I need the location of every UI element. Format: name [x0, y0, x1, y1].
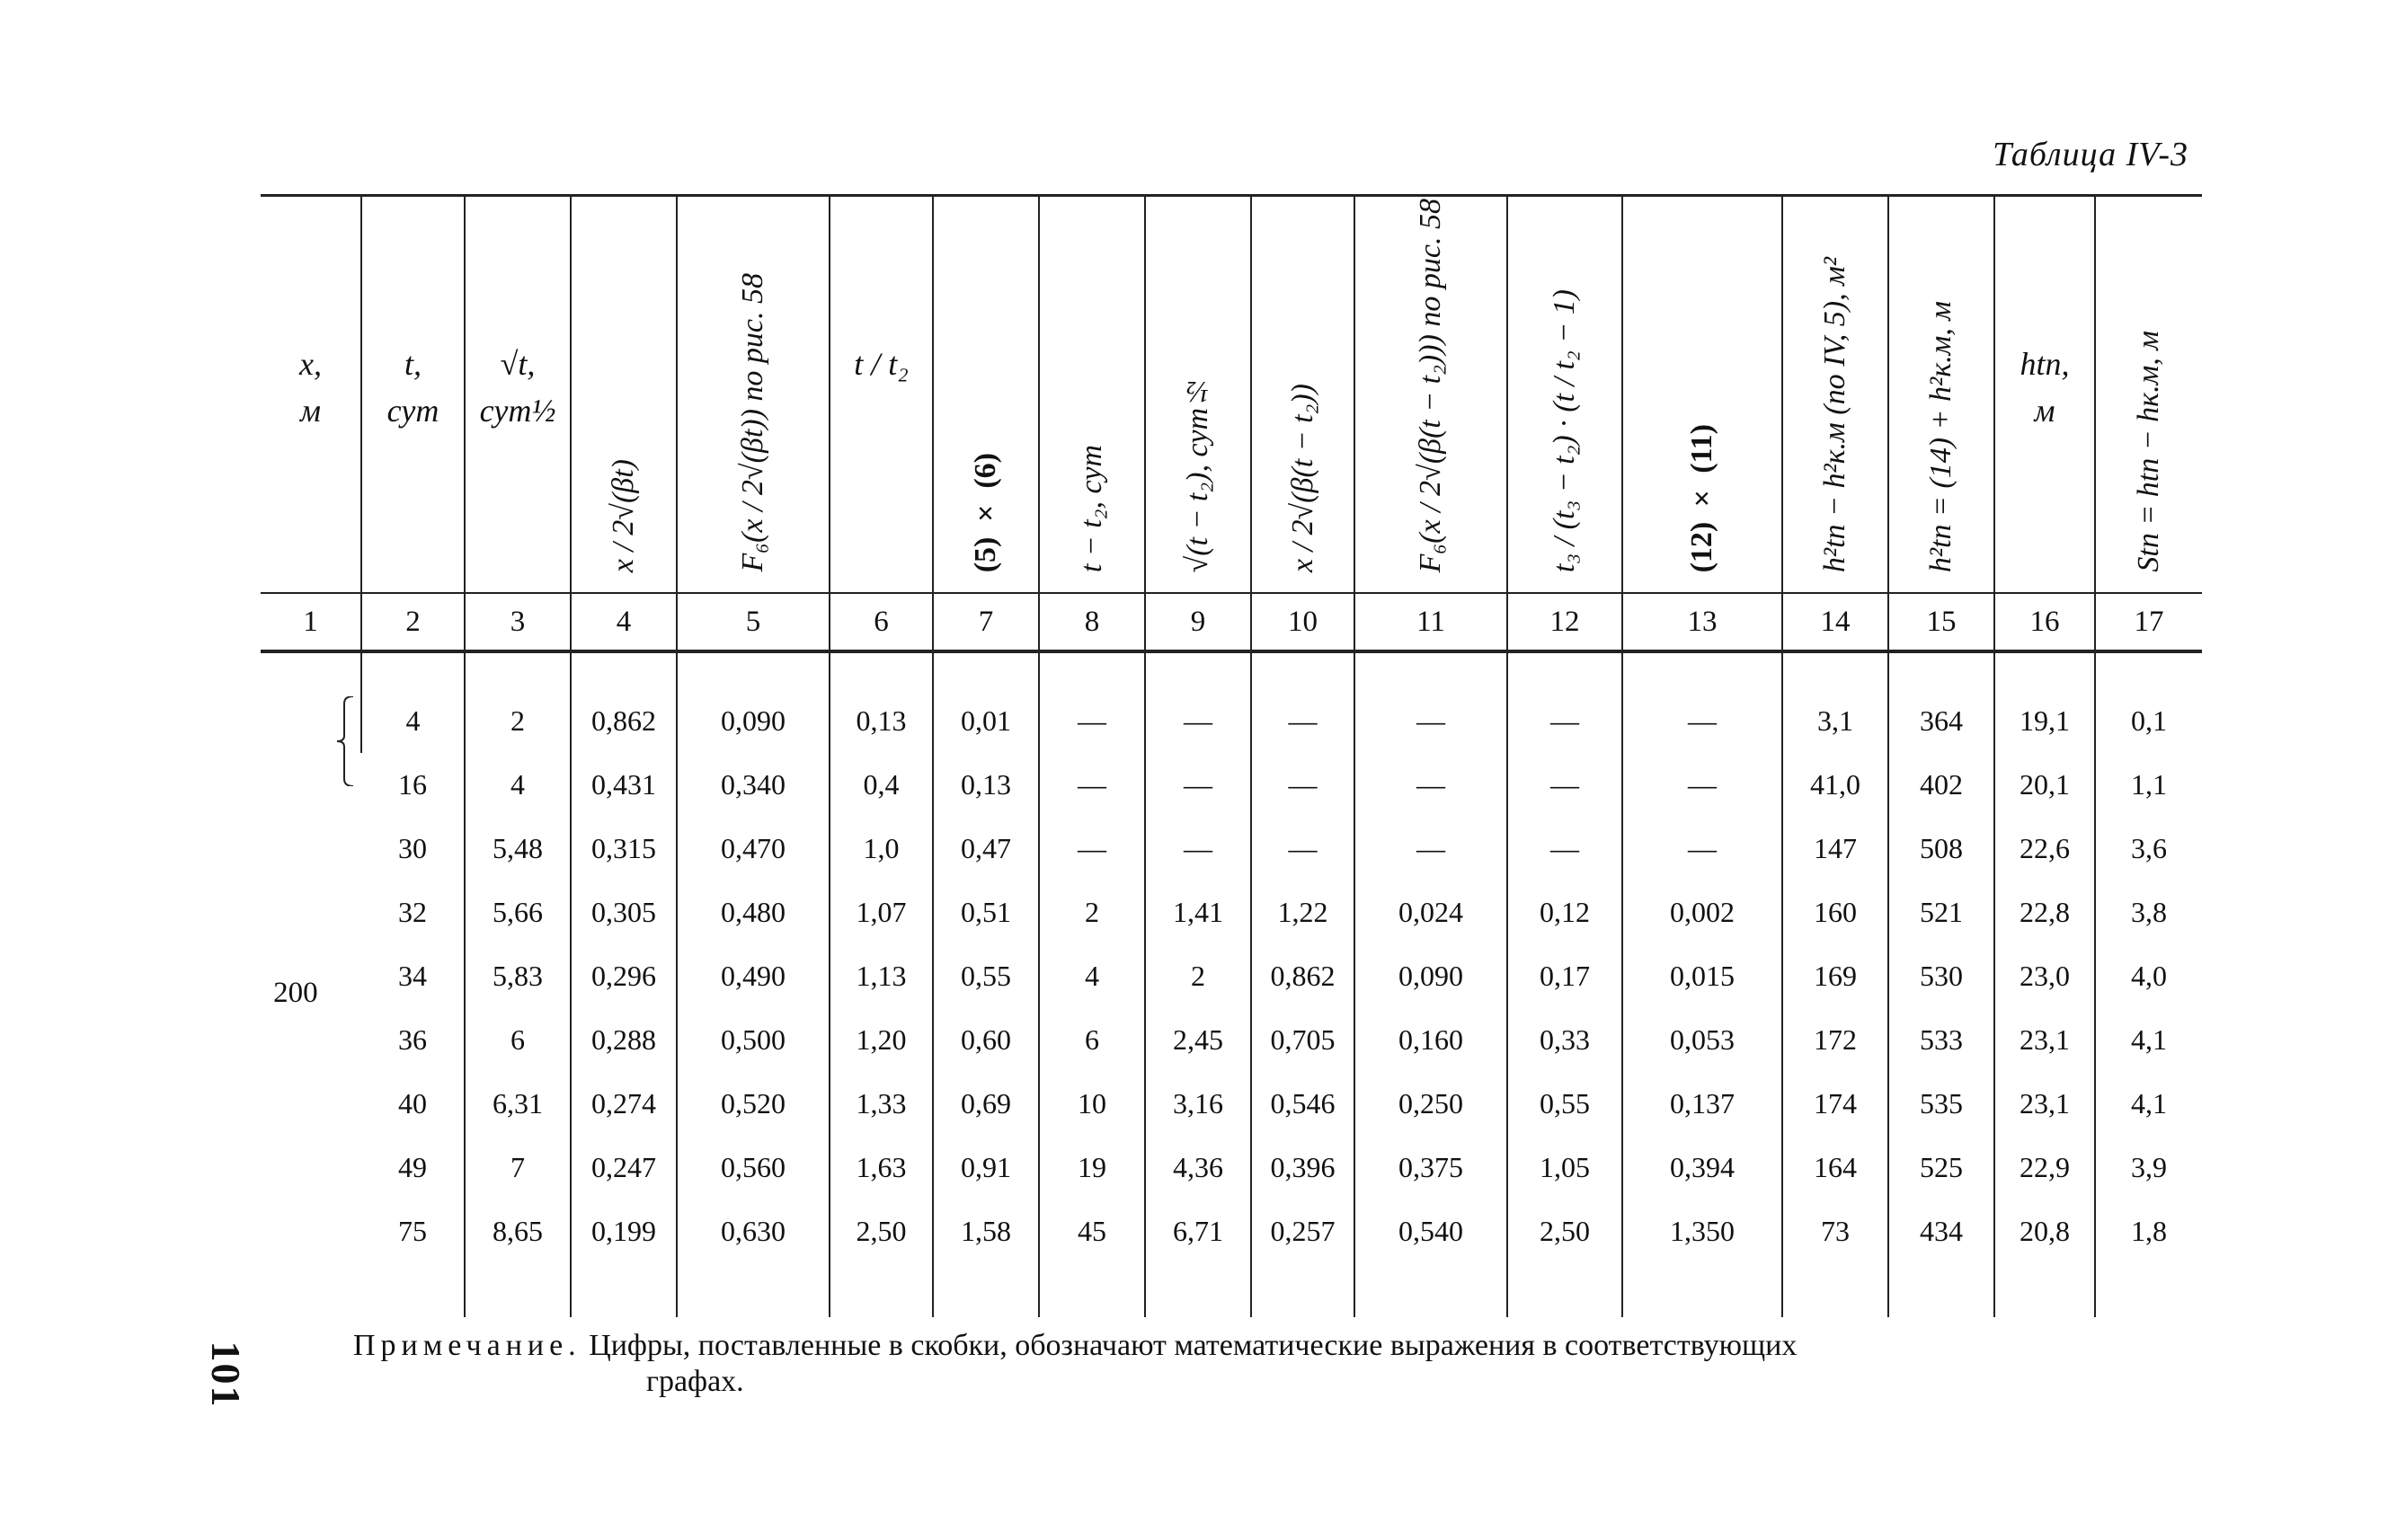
column-number-15: 15: [1888, 593, 1994, 651]
column-header-11: [1354, 196, 1507, 594]
cell-col-3: 6: [465, 1008, 571, 1072]
cell-col-15: 533: [1888, 1008, 1994, 1072]
column-header-text-4: x / 2√(βt): [607, 458, 640, 572]
column-number-5: 5: [677, 593, 830, 651]
cell-col-2: 49: [398, 1151, 427, 1183]
cell-col-9: 4,36: [1145, 1136, 1251, 1199]
cell-col-16: 20,1: [1994, 753, 2095, 817]
cell-col-3: 6,31: [465, 1072, 571, 1136]
column-header-text-13: (12) × (11): [1685, 423, 1718, 572]
cell-col-8: 6: [1039, 1008, 1145, 1072]
tail-row: [261, 1263, 2202, 1317]
cell-col-12: 1,05: [1507, 1136, 1622, 1199]
table-caption: Таблица IV-3: [1993, 136, 2188, 173]
column-number-9: 9: [1145, 593, 1251, 651]
cell-col-4: 0,431: [571, 753, 677, 817]
cell-col-7: 0,55: [933, 944, 1039, 1008]
cell-col-9: 2,45: [1145, 1008, 1251, 1072]
cell-col-17: 3,8: [2095, 881, 2202, 944]
cell-col-17: 0,1: [2095, 689, 2202, 753]
cell-col-10: —: [1251, 817, 1354, 881]
cell-col-14: 3,1: [1782, 689, 1888, 753]
cell-col-3: 5,66: [465, 881, 571, 944]
table-row: [261, 689, 2202, 753]
tail-cell: [1251, 1263, 1354, 1317]
cell-col-16: 23,1: [1994, 1008, 2095, 1072]
cell-col-2: 16: [398, 768, 427, 801]
cell-col-17: 1,1: [2095, 753, 2202, 817]
cell-col-2: 75: [398, 1215, 427, 1247]
tail-cell: [830, 1263, 933, 1317]
tail-cell: [1039, 1263, 1145, 1317]
spacer-cell: [361, 651, 465, 689]
cell-col-3: 5,83: [465, 944, 571, 1008]
spacer-cell: [465, 651, 571, 689]
cell-col-15: 525: [1888, 1136, 1994, 1199]
cell-col-9: —: [1145, 689, 1251, 753]
cell-col-10: —: [1251, 689, 1354, 753]
page-number: 101: [203, 1341, 250, 1409]
cell-col-10: 0,862: [1251, 944, 1354, 1008]
cell-col-8: 19: [1039, 1136, 1145, 1199]
column-number-8: 8: [1039, 593, 1145, 651]
cell-col-3: 8,65: [465, 1199, 571, 1263]
spacer-cell: [1251, 651, 1354, 689]
cell-col-10: 1,22: [1251, 881, 1354, 944]
column-header-text-2: t, сут: [386, 346, 439, 429]
column-header-6: [830, 196, 933, 594]
column-header-3: [465, 196, 571, 594]
column-header-9: [1145, 196, 1251, 594]
cell-col-9: 1,41: [1145, 881, 1251, 944]
cell-col-6: 0,4: [830, 753, 933, 817]
spacer-cell: [830, 651, 933, 689]
cell-col-6: 1,20: [830, 1008, 933, 1072]
cell-col-8: 45: [1039, 1199, 1145, 1263]
column-number-7: 7: [933, 593, 1039, 651]
column-number-12: 12: [1507, 593, 1622, 651]
column-header-2: [361, 196, 465, 594]
cell-col-13: —: [1622, 689, 1782, 753]
cell-col-11: 0,024: [1354, 881, 1507, 944]
cell-col-9: —: [1145, 753, 1251, 817]
spacer-cell: [2095, 651, 2202, 689]
tail-cell: [1507, 1263, 1622, 1317]
cell-col-4: 0,199: [571, 1199, 677, 1263]
column-number-13: 13: [1622, 593, 1782, 651]
tail-cell: [1354, 1263, 1507, 1317]
cell-col-16: 23,1: [1994, 1072, 2095, 1136]
column-header-text-5: F₆(x / 2√(βt)) по рис. 58: [736, 273, 769, 572]
cell-col-11: 0,250: [1354, 1072, 1507, 1136]
cell-col-16: 22,8: [1994, 881, 2095, 944]
cell-col-7: 0,47: [933, 817, 1039, 881]
cell-col-10: 0,396: [1251, 1136, 1354, 1199]
tail-cell: [571, 1263, 677, 1317]
column-header-text-9: √(t − t₂), сут½: [1181, 374, 1214, 572]
cell-col-5: 0,090: [677, 689, 830, 753]
tail-cell: [933, 1263, 1039, 1317]
cell-col-13: 0,002: [1622, 881, 1782, 944]
cell-col-13: 1,350: [1622, 1199, 1782, 1263]
cell-col-11: 0,540: [1354, 1199, 1507, 1263]
cell-col-16: 22,9: [1994, 1136, 2095, 1199]
cell-col-7: 0,91: [933, 1136, 1039, 1199]
cell-col-5: 0,490: [677, 944, 830, 1008]
cell-col-10: —: [1251, 753, 1354, 817]
cell-col-14: 41,0: [1782, 753, 1888, 817]
cell-col-8: 2: [1039, 881, 1145, 944]
column-header-12: [1507, 196, 1622, 594]
spacer-cell: [571, 651, 677, 689]
column-number-4: 4: [571, 593, 677, 651]
spacer-cell: [261, 651, 361, 689]
column-header-16: [1994, 196, 2095, 594]
spacer-cell: [677, 651, 830, 689]
note-text-continued: графах.: [646, 1365, 744, 1398]
cell-col-6: 1,07: [830, 881, 933, 944]
column-header-text-8: t − t₂, сут: [1075, 444, 1108, 572]
cell-col-15: 530: [1888, 944, 1994, 1008]
column-header-8: [1039, 196, 1145, 594]
cell-col-17: 3,9: [2095, 1136, 2202, 1199]
cell-col-4: 0,274: [571, 1072, 677, 1136]
spacer-cell: [933, 651, 1039, 689]
cell-col-7: 0,60: [933, 1008, 1039, 1072]
cell-col-16: 20,8: [1994, 1199, 2095, 1263]
cell-col-5: 0,500: [677, 1008, 830, 1072]
table-row: [261, 1199, 2202, 1263]
cell-col-11: —: [1354, 753, 1507, 817]
cell-col-10: 0,546: [1251, 1072, 1354, 1136]
cell-col-2: 40: [398, 1087, 427, 1120]
cell-col-15: 508: [1888, 817, 1994, 881]
cell-col-3: 4: [465, 753, 571, 817]
column-header-text-11: F₆(x / 2√(β(t − t₂))) по рис. 58: [1414, 198, 1447, 572]
cell-col-9: —: [1145, 817, 1251, 881]
cell-col-11: —: [1354, 689, 1507, 753]
column-number-14: 14: [1782, 593, 1888, 651]
tail-cell: [361, 1263, 465, 1317]
cell-col-17: 3,6: [2095, 817, 2202, 881]
cell-col-11: —: [1354, 817, 1507, 881]
tail-cell: [1994, 1263, 2095, 1317]
cell-col-7: 0,69: [933, 1072, 1039, 1136]
cell-col-6: 2,50: [830, 1199, 933, 1263]
column-header-17: [2095, 196, 2202, 594]
cell-col-14: 172: [1782, 1008, 1888, 1072]
cell-col-17: 4,1: [2095, 1008, 2202, 1072]
column-header-text-3: √t, сут½: [479, 346, 556, 429]
cell-col-14: 169: [1782, 944, 1888, 1008]
column-number-11: 11: [1354, 593, 1507, 651]
column-number-6: 6: [830, 593, 933, 651]
column-number-10: 10: [1251, 593, 1354, 651]
spacer-cell: [1994, 651, 2095, 689]
cell-col-9: 2: [1145, 944, 1251, 1008]
column-header-text-15: h²tп = (14) + h²к.м, м: [1924, 300, 1957, 572]
cell-col-5: 0,630: [677, 1199, 830, 1263]
cell-col-3: 5,48: [465, 817, 571, 881]
spacer-cell: [1354, 651, 1507, 689]
cell-col-13: 0,015: [1622, 944, 1782, 1008]
cell-col-2: 32: [398, 896, 427, 928]
tail-cell: [2095, 1263, 2202, 1317]
table-row: [261, 1008, 2202, 1072]
column-header-text-1: x, м: [299, 346, 322, 429]
cell-col-6: 1,0: [830, 817, 933, 881]
cell-col-10: 0,705: [1251, 1008, 1354, 1072]
cell-col-7: 0,01: [933, 689, 1039, 753]
column-header-7: [933, 196, 1039, 594]
column-number-row: [261, 593, 2202, 651]
spacer-cell: [1507, 651, 1622, 689]
cell-col-12: 0,17: [1507, 944, 1622, 1008]
cell-col-12: 2,50: [1507, 1199, 1622, 1263]
tail-cell: [1782, 1263, 1888, 1317]
table-row: [261, 1072, 2202, 1136]
note-lead: Примечание.: [353, 1329, 581, 1362]
cell-col-15: 521: [1888, 881, 1994, 944]
cell-col-12: 0,33: [1507, 1008, 1622, 1072]
data-table: [261, 194, 2202, 1317]
cell-col-7: 0,13: [933, 753, 1039, 817]
table-row: [261, 881, 2202, 944]
column-header-text-16: htп, м: [2020, 346, 2070, 429]
column-header-5: [677, 196, 830, 594]
data-table-wrapper: [261, 194, 2184, 1317]
cell-col-13: 0,394: [1622, 1136, 1782, 1199]
cell-col-9: 3,16: [1145, 1072, 1251, 1136]
cell-col-4: 0,247: [571, 1136, 677, 1199]
cell-col-14: 160: [1782, 881, 1888, 944]
table-body: [261, 651, 2202, 1317]
cell-col-3: 2: [465, 689, 571, 753]
cell-col-6: 1,13: [830, 944, 933, 1008]
cell-col-15: 535: [1888, 1072, 1994, 1136]
cell-col-8: —: [1039, 753, 1145, 817]
cell-col-11: 0,160: [1354, 1008, 1507, 1072]
cell-col-14: 174: [1782, 1072, 1888, 1136]
cell-col-2: 36: [398, 1023, 427, 1056]
cell-col-8: —: [1039, 689, 1145, 753]
cell-col-4: 0,315: [571, 817, 677, 881]
column-header-1: [261, 196, 361, 594]
cell-col-4: 0,288: [571, 1008, 677, 1072]
note-text: Цифры, поставленные в скобки, обозначают математические выражения в соответствующих: [589, 1329, 1798, 1362]
column-number-2: 2: [361, 593, 465, 651]
cell-col-16: 23,0: [1994, 944, 2095, 1008]
cell-col-5: 0,520: [677, 1072, 830, 1136]
cell-col-17: 4,1: [2095, 1072, 2202, 1136]
table-row: [261, 753, 2202, 817]
cell-col-4: 0,862: [571, 689, 677, 753]
cell-col-13: —: [1622, 753, 1782, 817]
tail-cell: [1888, 1263, 1994, 1317]
column-header-10: [1251, 196, 1354, 594]
cell-col-5: 0,470: [677, 817, 830, 881]
table-note: [353, 1328, 2196, 1400]
cell-col-17: 4,0: [2095, 944, 2202, 1008]
column-header-text-17: Stп = htп − hк.м, м: [2132, 331, 2165, 572]
table-row: [261, 817, 2202, 881]
spacer-cell: [1145, 651, 1251, 689]
cell-col-7: 1,58: [933, 1199, 1039, 1263]
cell-col-2: 34: [398, 960, 427, 992]
column-header-text-10: x / 2√(β(t − t₂)): [1285, 383, 1319, 572]
column-header-13: [1622, 196, 1782, 594]
cell-col-2: 30: [398, 832, 427, 864]
cell-col-13: —: [1622, 817, 1782, 881]
cell-col-15: 364: [1888, 689, 1994, 753]
cell-col-6: 1,63: [830, 1136, 933, 1199]
spacer-row: [261, 651, 2202, 689]
cell-col-14: 73: [1782, 1199, 1888, 1263]
cell-col-12: 0,12: [1507, 881, 1622, 944]
tail-cell: [1622, 1263, 1782, 1317]
cell-col-10: 0,257: [1251, 1199, 1354, 1263]
x-value-cell: [261, 689, 361, 1317]
cell-col-2: 4: [361, 689, 465, 753]
column-number-17: 17: [2095, 593, 2202, 651]
cell-col-5: 0,560: [677, 1136, 830, 1199]
cell-col-15: 402: [1888, 753, 1994, 817]
column-header-14: [1782, 196, 1888, 594]
cell-col-9: 6,71: [1145, 1199, 1251, 1263]
cell-col-7: 0,51: [933, 881, 1039, 944]
tail-cell: [677, 1263, 830, 1317]
cell-col-8: —: [1039, 817, 1145, 881]
cell-col-12: —: [1507, 689, 1622, 753]
cell-col-6: 0,13: [830, 689, 933, 753]
cell-col-6: 1,33: [830, 1072, 933, 1136]
column-header-text-14: h²tп − h²к.м (по IV, 5), м²: [1818, 256, 1851, 572]
table-row: [261, 1136, 2202, 1199]
cell-col-16: 19,1: [1994, 689, 2095, 753]
header-row: [261, 196, 2202, 594]
column-header-4: [571, 196, 677, 594]
cell-col-4: 0,296: [571, 944, 677, 1008]
tail-cell: [465, 1263, 571, 1317]
cell-col-17: 1,8: [2095, 1199, 2202, 1263]
cell-col-12: —: [1507, 753, 1622, 817]
column-header-text-12: t₃ / (t₃ − t₂) · (t / t₂ − 1): [1548, 288, 1581, 572]
cell-col-16: 22,6: [1994, 817, 2095, 881]
column-number-16: 16: [1994, 593, 2095, 651]
curly-brace: [335, 696, 355, 786]
tail-cell: [1145, 1263, 1251, 1317]
cell-col-8: 10: [1039, 1072, 1145, 1136]
cell-col-8: 4: [1039, 944, 1145, 1008]
cell-col-14: 147: [1782, 817, 1888, 881]
cell-col-13: 0,137: [1622, 1072, 1782, 1136]
column-header-15: [1888, 196, 1994, 594]
cell-col-15: 434: [1888, 1199, 1994, 1263]
x-value: 200: [273, 976, 318, 1009]
column-number-1: 1: [261, 593, 361, 651]
cell-col-13: 0,053: [1622, 1008, 1782, 1072]
cell-col-3: 7: [465, 1136, 571, 1199]
cell-col-12: —: [1507, 817, 1622, 881]
cell-col-11: 0,375: [1354, 1136, 1507, 1199]
column-number-3: 3: [465, 593, 571, 651]
table-row: [261, 944, 2202, 1008]
cell-col-5: 0,340: [677, 753, 830, 817]
spacer-cell: [1039, 651, 1145, 689]
cell-col-12: 0,55: [1507, 1072, 1622, 1136]
cell-col-14: 164: [1782, 1136, 1888, 1199]
column-header-text-7: (5) × (6): [969, 452, 1002, 572]
cell-col-4: 0,305: [571, 881, 677, 944]
cell-col-11: 0,090: [1354, 944, 1507, 1008]
column-header-text-6: t / t₂: [854, 346, 909, 382]
spacer-cell: [1782, 651, 1888, 689]
spacer-cell: [1888, 651, 1994, 689]
spacer-cell: [1622, 651, 1782, 689]
cell-col-5: 0,480: [677, 881, 830, 944]
